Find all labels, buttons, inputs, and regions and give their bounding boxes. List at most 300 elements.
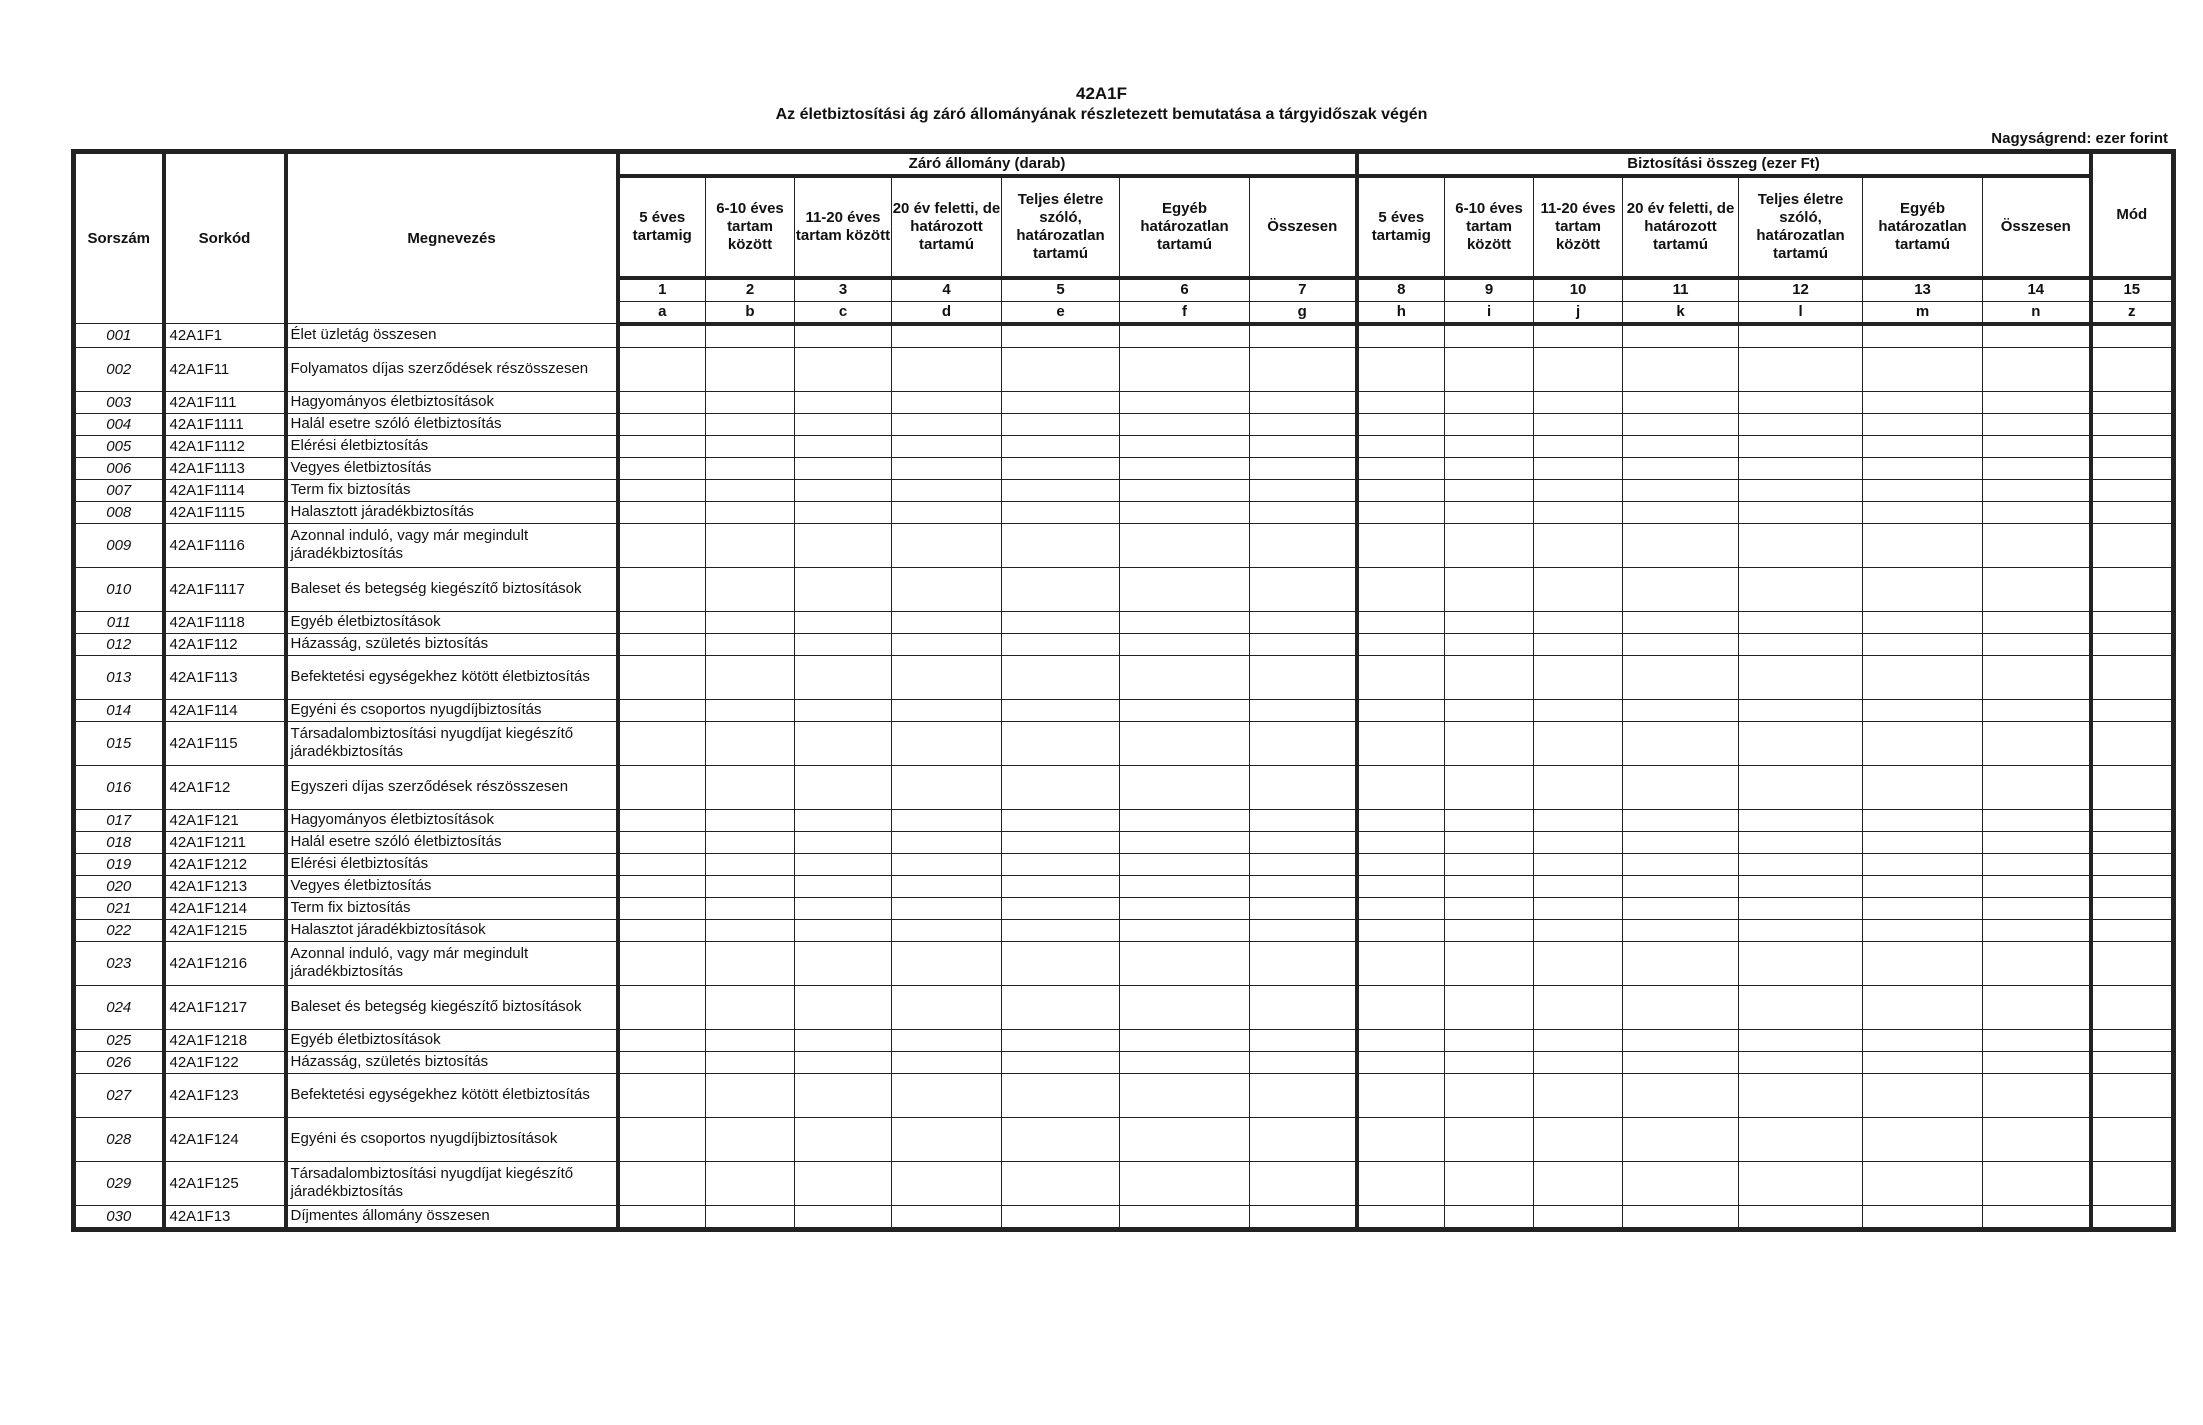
data-cell[interactable] (1445, 897, 1534, 919)
data-cell[interactable] (1983, 1029, 2091, 1051)
data-cell[interactable] (1002, 919, 1120, 941)
data-cell[interactable] (1445, 831, 1534, 853)
data-cell[interactable] (1534, 721, 1623, 765)
data-cell[interactable] (1357, 347, 1445, 391)
data-cell[interactable] (1002, 501, 1120, 523)
data-cell[interactable] (795, 413, 892, 435)
data-cell[interactable] (1623, 831, 1739, 853)
data-cell[interactable] (1623, 567, 1739, 611)
data-cell[interactable] (1357, 1117, 1445, 1161)
data-cell[interactable] (795, 1073, 892, 1117)
data-cell[interactable] (1863, 501, 1983, 523)
data-cell[interactable] (1445, 1051, 1534, 1073)
data-cell[interactable] (1863, 1117, 1983, 1161)
data-cell[interactable] (1534, 391, 1623, 413)
data-cell[interactable] (1250, 1161, 1357, 1205)
data-cell[interactable] (2091, 699, 2174, 721)
data-cell[interactable] (1623, 919, 1739, 941)
data-cell[interactable] (892, 765, 1002, 809)
data-cell[interactable] (795, 324, 892, 348)
data-cell[interactable] (1623, 523, 1739, 567)
data-cell[interactable] (1120, 897, 1250, 919)
data-cell[interactable] (1120, 1117, 1250, 1161)
data-cell[interactable] (618, 413, 706, 435)
data-cell[interactable] (706, 809, 795, 831)
data-cell[interactable] (892, 413, 1002, 435)
data-cell[interactable] (1250, 831, 1357, 853)
data-cell[interactable] (1120, 721, 1250, 765)
data-cell[interactable] (1534, 941, 1623, 985)
data-cell[interactable] (1623, 611, 1739, 633)
data-cell[interactable] (706, 633, 795, 655)
data-cell[interactable] (706, 479, 795, 501)
data-cell[interactable] (1002, 853, 1120, 875)
data-cell[interactable] (2091, 633, 2174, 655)
data-cell[interactable] (892, 875, 1002, 897)
data-cell[interactable] (1863, 1029, 1983, 1051)
data-cell[interactable] (706, 501, 795, 523)
data-cell[interactable] (1863, 853, 1983, 875)
data-cell[interactable] (1863, 523, 1983, 567)
data-cell[interactable] (1445, 567, 1534, 611)
data-cell[interactable] (1120, 655, 1250, 699)
data-cell[interactable] (618, 1073, 706, 1117)
data-cell[interactable] (1863, 1205, 1983, 1229)
data-cell[interactable] (1623, 1029, 1739, 1051)
data-cell[interactable] (1357, 765, 1445, 809)
data-cell[interactable] (1623, 897, 1739, 919)
data-cell[interactable] (1863, 941, 1983, 985)
data-cell[interactable] (1739, 457, 1863, 479)
data-cell[interactable] (795, 1029, 892, 1051)
data-cell[interactable] (618, 611, 706, 633)
data-cell[interactable] (706, 655, 795, 699)
data-cell[interactable] (795, 479, 892, 501)
data-cell[interactable] (706, 347, 795, 391)
data-cell[interactable] (1623, 1161, 1739, 1205)
data-cell[interactable] (1534, 699, 1623, 721)
data-cell[interactable] (1445, 523, 1534, 567)
data-cell[interactable] (1445, 853, 1534, 875)
data-cell[interactable] (795, 985, 892, 1029)
data-cell[interactable] (1983, 875, 2091, 897)
data-cell[interactable] (1002, 347, 1120, 391)
data-cell[interactable] (1983, 611, 2091, 633)
data-cell[interactable] (1983, 413, 2091, 435)
data-cell[interactable] (1357, 611, 1445, 633)
data-cell[interactable] (1445, 457, 1534, 479)
data-cell[interactable] (1739, 985, 1863, 1029)
data-cell[interactable] (1739, 941, 1863, 985)
data-cell[interactable] (1863, 809, 1983, 831)
data-cell[interactable] (2091, 391, 2174, 413)
data-cell[interactable] (2091, 853, 2174, 875)
data-cell[interactable] (1357, 567, 1445, 611)
data-cell[interactable] (892, 897, 1002, 919)
data-cell[interactable] (1002, 523, 1120, 567)
data-cell[interactable] (1002, 479, 1120, 501)
data-cell[interactable] (2091, 655, 2174, 699)
data-cell[interactable] (1534, 347, 1623, 391)
data-cell[interactable] (1357, 941, 1445, 985)
data-cell[interactable] (1120, 765, 1250, 809)
data-cell[interactable] (1534, 831, 1623, 853)
data-cell[interactable] (892, 985, 1002, 1029)
data-cell[interactable] (1863, 1161, 1983, 1205)
data-cell[interactable] (1445, 1029, 1534, 1051)
data-cell[interactable] (706, 413, 795, 435)
data-cell[interactable] (1863, 655, 1983, 699)
data-cell[interactable] (1357, 1029, 1445, 1051)
data-cell[interactable] (1534, 1029, 1623, 1051)
data-cell[interactable] (1983, 765, 2091, 809)
data-cell[interactable] (618, 1161, 706, 1205)
data-cell[interactable] (1623, 809, 1739, 831)
data-cell[interactable] (1983, 721, 2091, 765)
data-cell[interactable] (1445, 699, 1534, 721)
data-cell[interactable] (1863, 1051, 1983, 1073)
data-cell[interactable] (1002, 391, 1120, 413)
data-cell[interactable] (706, 875, 795, 897)
data-cell[interactable] (1739, 809, 1863, 831)
data-cell[interactable] (1983, 919, 2091, 941)
data-cell[interactable] (1357, 457, 1445, 479)
data-cell[interactable] (1863, 567, 1983, 611)
data-cell[interactable] (795, 633, 892, 655)
data-cell[interactable] (1983, 1073, 2091, 1117)
data-cell[interactable] (1863, 633, 1983, 655)
data-cell[interactable] (1863, 875, 1983, 897)
data-cell[interactable] (1739, 523, 1863, 567)
data-cell[interactable] (1120, 501, 1250, 523)
data-cell[interactable] (1120, 699, 1250, 721)
data-cell[interactable] (1002, 897, 1120, 919)
data-cell[interactable] (1623, 501, 1739, 523)
data-cell[interactable] (795, 941, 892, 985)
data-cell[interactable] (618, 457, 706, 479)
data-cell[interactable] (1739, 1205, 1863, 1229)
data-cell[interactable] (1623, 1073, 1739, 1117)
data-cell[interactable] (795, 853, 892, 875)
data-cell[interactable] (1739, 765, 1863, 809)
data-cell[interactable] (706, 1161, 795, 1205)
data-cell[interactable] (1357, 523, 1445, 567)
data-cell[interactable] (1250, 853, 1357, 875)
data-cell[interactable] (1120, 347, 1250, 391)
data-cell[interactable] (2091, 324, 2174, 348)
data-cell[interactable] (1534, 1205, 1623, 1229)
data-cell[interactable] (1120, 633, 1250, 655)
data-cell[interactable] (618, 1205, 706, 1229)
data-cell[interactable] (795, 457, 892, 479)
data-cell[interactable] (1002, 721, 1120, 765)
data-cell[interactable] (1250, 324, 1357, 348)
data-cell[interactable] (706, 391, 795, 413)
data-cell[interactable] (1002, 1205, 1120, 1229)
data-cell[interactable] (1357, 324, 1445, 348)
data-cell[interactable] (1120, 1073, 1250, 1117)
data-cell[interactable] (2091, 523, 2174, 567)
data-cell[interactable] (1357, 479, 1445, 501)
data-cell[interactable] (1250, 655, 1357, 699)
data-cell[interactable] (1983, 324, 2091, 348)
data-cell[interactable] (1739, 699, 1863, 721)
data-cell[interactable] (1983, 1117, 2091, 1161)
data-cell[interactable] (1445, 1161, 1534, 1205)
data-cell[interactable] (1250, 633, 1357, 655)
data-cell[interactable] (795, 897, 892, 919)
data-cell[interactable] (892, 919, 1002, 941)
data-cell[interactable] (795, 699, 892, 721)
data-cell[interactable] (2091, 1205, 2174, 1229)
data-cell[interactable] (1250, 699, 1357, 721)
data-cell[interactable] (1983, 567, 2091, 611)
data-cell[interactable] (1445, 324, 1534, 348)
data-cell[interactable] (618, 765, 706, 809)
data-cell[interactable] (706, 1205, 795, 1229)
data-cell[interactable] (795, 809, 892, 831)
data-cell[interactable] (892, 1051, 1002, 1073)
data-cell[interactable] (1983, 523, 2091, 567)
data-cell[interactable] (1534, 611, 1623, 633)
data-cell[interactable] (795, 1051, 892, 1073)
data-cell[interactable] (706, 523, 795, 567)
data-cell[interactable] (2091, 479, 2174, 501)
data-cell[interactable] (892, 1205, 1002, 1229)
data-cell[interactable] (795, 831, 892, 853)
data-cell[interactable] (1002, 1073, 1120, 1117)
data-cell[interactable] (1623, 655, 1739, 699)
data-cell[interactable] (1983, 479, 2091, 501)
data-cell[interactable] (706, 941, 795, 985)
data-cell[interactable] (1739, 479, 1863, 501)
data-cell[interactable] (1863, 347, 1983, 391)
data-cell[interactable] (892, 435, 1002, 457)
data-cell[interactable] (1863, 721, 1983, 765)
data-cell[interactable] (1250, 567, 1357, 611)
data-cell[interactable] (1120, 919, 1250, 941)
data-cell[interactable] (1250, 501, 1357, 523)
data-cell[interactable] (1983, 941, 2091, 985)
data-cell[interactable] (1120, 523, 1250, 567)
data-cell[interactable] (795, 721, 892, 765)
data-cell[interactable] (1623, 633, 1739, 655)
data-cell[interactable] (1250, 897, 1357, 919)
data-cell[interactable] (1534, 1051, 1623, 1073)
data-cell[interactable] (1534, 1073, 1623, 1117)
data-cell[interactable] (1357, 699, 1445, 721)
data-cell[interactable] (2091, 1073, 2174, 1117)
data-cell[interactable] (706, 897, 795, 919)
data-cell[interactable] (2091, 941, 2174, 985)
data-cell[interactable] (706, 853, 795, 875)
data-cell[interactable] (1357, 985, 1445, 1029)
data-cell[interactable] (1445, 875, 1534, 897)
data-cell[interactable] (1250, 1205, 1357, 1229)
data-cell[interactable] (1120, 809, 1250, 831)
data-cell[interactable] (1983, 391, 2091, 413)
data-cell[interactable] (1250, 985, 1357, 1029)
data-cell[interactable] (1445, 721, 1534, 765)
data-cell[interactable] (618, 1051, 706, 1073)
data-cell[interactable] (618, 985, 706, 1029)
data-cell[interactable] (795, 1205, 892, 1229)
data-cell[interactable] (618, 875, 706, 897)
data-cell[interactable] (1120, 875, 1250, 897)
data-cell[interactable] (1445, 633, 1534, 655)
data-cell[interactable] (1863, 985, 1983, 1029)
data-cell[interactable] (1534, 413, 1623, 435)
data-cell[interactable] (892, 941, 1002, 985)
data-cell[interactable] (892, 633, 1002, 655)
data-cell[interactable] (1983, 633, 2091, 655)
data-cell[interactable] (1120, 985, 1250, 1029)
data-cell[interactable] (795, 391, 892, 413)
data-cell[interactable] (1534, 985, 1623, 1029)
data-cell[interactable] (1534, 809, 1623, 831)
data-cell[interactable] (1983, 501, 2091, 523)
data-cell[interactable] (618, 324, 706, 348)
data-cell[interactable] (1739, 1029, 1863, 1051)
data-cell[interactable] (1623, 435, 1739, 457)
data-cell[interactable] (1739, 567, 1863, 611)
data-cell[interactable] (1863, 831, 1983, 853)
data-cell[interactable] (1002, 435, 1120, 457)
data-cell[interactable] (795, 501, 892, 523)
data-cell[interactable] (892, 831, 1002, 853)
data-cell[interactable] (2091, 1117, 2174, 1161)
data-cell[interactable] (1983, 985, 2091, 1029)
data-cell[interactable] (892, 523, 1002, 567)
data-cell[interactable] (618, 809, 706, 831)
data-cell[interactable] (1983, 655, 2091, 699)
data-cell[interactable] (1445, 347, 1534, 391)
data-cell[interactable] (1445, 501, 1534, 523)
data-cell[interactable] (795, 919, 892, 941)
data-cell[interactable] (1250, 479, 1357, 501)
data-cell[interactable] (1983, 457, 2091, 479)
data-cell[interactable] (706, 919, 795, 941)
data-cell[interactable] (1739, 721, 1863, 765)
data-cell[interactable] (892, 501, 1002, 523)
data-cell[interactable] (618, 479, 706, 501)
data-cell[interactable] (1863, 699, 1983, 721)
data-cell[interactable] (1120, 941, 1250, 985)
data-cell[interactable] (1002, 941, 1120, 985)
data-cell[interactable] (1445, 941, 1534, 985)
data-cell[interactable] (1623, 391, 1739, 413)
data-cell[interactable] (1357, 919, 1445, 941)
data-cell[interactable] (1357, 391, 1445, 413)
data-cell[interactable] (1002, 324, 1120, 348)
data-cell[interactable] (1357, 633, 1445, 655)
data-cell[interactable] (1002, 985, 1120, 1029)
data-cell[interactable] (706, 457, 795, 479)
data-cell[interactable] (1002, 567, 1120, 611)
data-cell[interactable] (1445, 655, 1534, 699)
data-cell[interactable] (1357, 875, 1445, 897)
data-cell[interactable] (1357, 655, 1445, 699)
data-cell[interactable] (1739, 435, 1863, 457)
data-cell[interactable] (1357, 853, 1445, 875)
data-cell[interactable] (1534, 501, 1623, 523)
data-cell[interactable] (2091, 897, 2174, 919)
data-cell[interactable] (892, 809, 1002, 831)
data-cell[interactable] (1739, 413, 1863, 435)
data-cell[interactable] (1120, 479, 1250, 501)
data-cell[interactable] (1250, 435, 1357, 457)
data-cell[interactable] (2091, 1029, 2174, 1051)
data-cell[interactable] (1863, 611, 1983, 633)
data-cell[interactable] (1739, 1161, 1863, 1205)
data-cell[interactable] (795, 611, 892, 633)
data-cell[interactable] (1534, 655, 1623, 699)
data-cell[interactable] (1863, 765, 1983, 809)
data-cell[interactable] (1120, 831, 1250, 853)
data-cell[interactable] (1534, 853, 1623, 875)
data-cell[interactable] (1863, 919, 1983, 941)
data-cell[interactable] (1250, 1117, 1357, 1161)
data-cell[interactable] (892, 699, 1002, 721)
data-cell[interactable] (892, 391, 1002, 413)
data-cell[interactable] (618, 523, 706, 567)
data-cell[interactable] (892, 347, 1002, 391)
data-cell[interactable] (1623, 413, 1739, 435)
data-cell[interactable] (618, 721, 706, 765)
data-cell[interactable] (1002, 765, 1120, 809)
data-cell[interactable] (1534, 523, 1623, 567)
data-cell[interactable] (1002, 1161, 1120, 1205)
data-cell[interactable] (1002, 457, 1120, 479)
data-cell[interactable] (1250, 391, 1357, 413)
data-cell[interactable] (892, 457, 1002, 479)
data-cell[interactable] (1739, 1051, 1863, 1073)
data-cell[interactable] (795, 655, 892, 699)
data-cell[interactable] (1250, 721, 1357, 765)
data-cell[interactable] (1445, 1117, 1534, 1161)
data-cell[interactable] (1863, 435, 1983, 457)
data-cell[interactable] (795, 435, 892, 457)
data-cell[interactable] (1863, 391, 1983, 413)
data-cell[interactable] (1445, 1073, 1534, 1117)
data-cell[interactable] (1739, 655, 1863, 699)
data-cell[interactable] (795, 875, 892, 897)
data-cell[interactable] (892, 611, 1002, 633)
data-cell[interactable] (1445, 391, 1534, 413)
data-cell[interactable] (1445, 479, 1534, 501)
data-cell[interactable] (706, 1117, 795, 1161)
data-cell[interactable] (1002, 1029, 1120, 1051)
data-cell[interactable] (706, 1073, 795, 1117)
data-cell[interactable] (618, 501, 706, 523)
data-cell[interactable] (1120, 435, 1250, 457)
data-cell[interactable] (618, 347, 706, 391)
data-cell[interactable] (706, 699, 795, 721)
data-cell[interactable] (2091, 875, 2174, 897)
data-cell[interactable] (1250, 1051, 1357, 1073)
data-cell[interactable] (1623, 347, 1739, 391)
data-cell[interactable] (618, 831, 706, 853)
data-cell[interactable] (1623, 1117, 1739, 1161)
data-cell[interactable] (1623, 985, 1739, 1029)
data-cell[interactable] (1534, 324, 1623, 348)
data-cell[interactable] (1863, 897, 1983, 919)
data-cell[interactable] (892, 479, 1002, 501)
data-cell[interactable] (1863, 457, 1983, 479)
data-cell[interactable] (1983, 1051, 2091, 1073)
data-cell[interactable] (706, 1051, 795, 1073)
data-cell[interactable] (1120, 1161, 1250, 1205)
